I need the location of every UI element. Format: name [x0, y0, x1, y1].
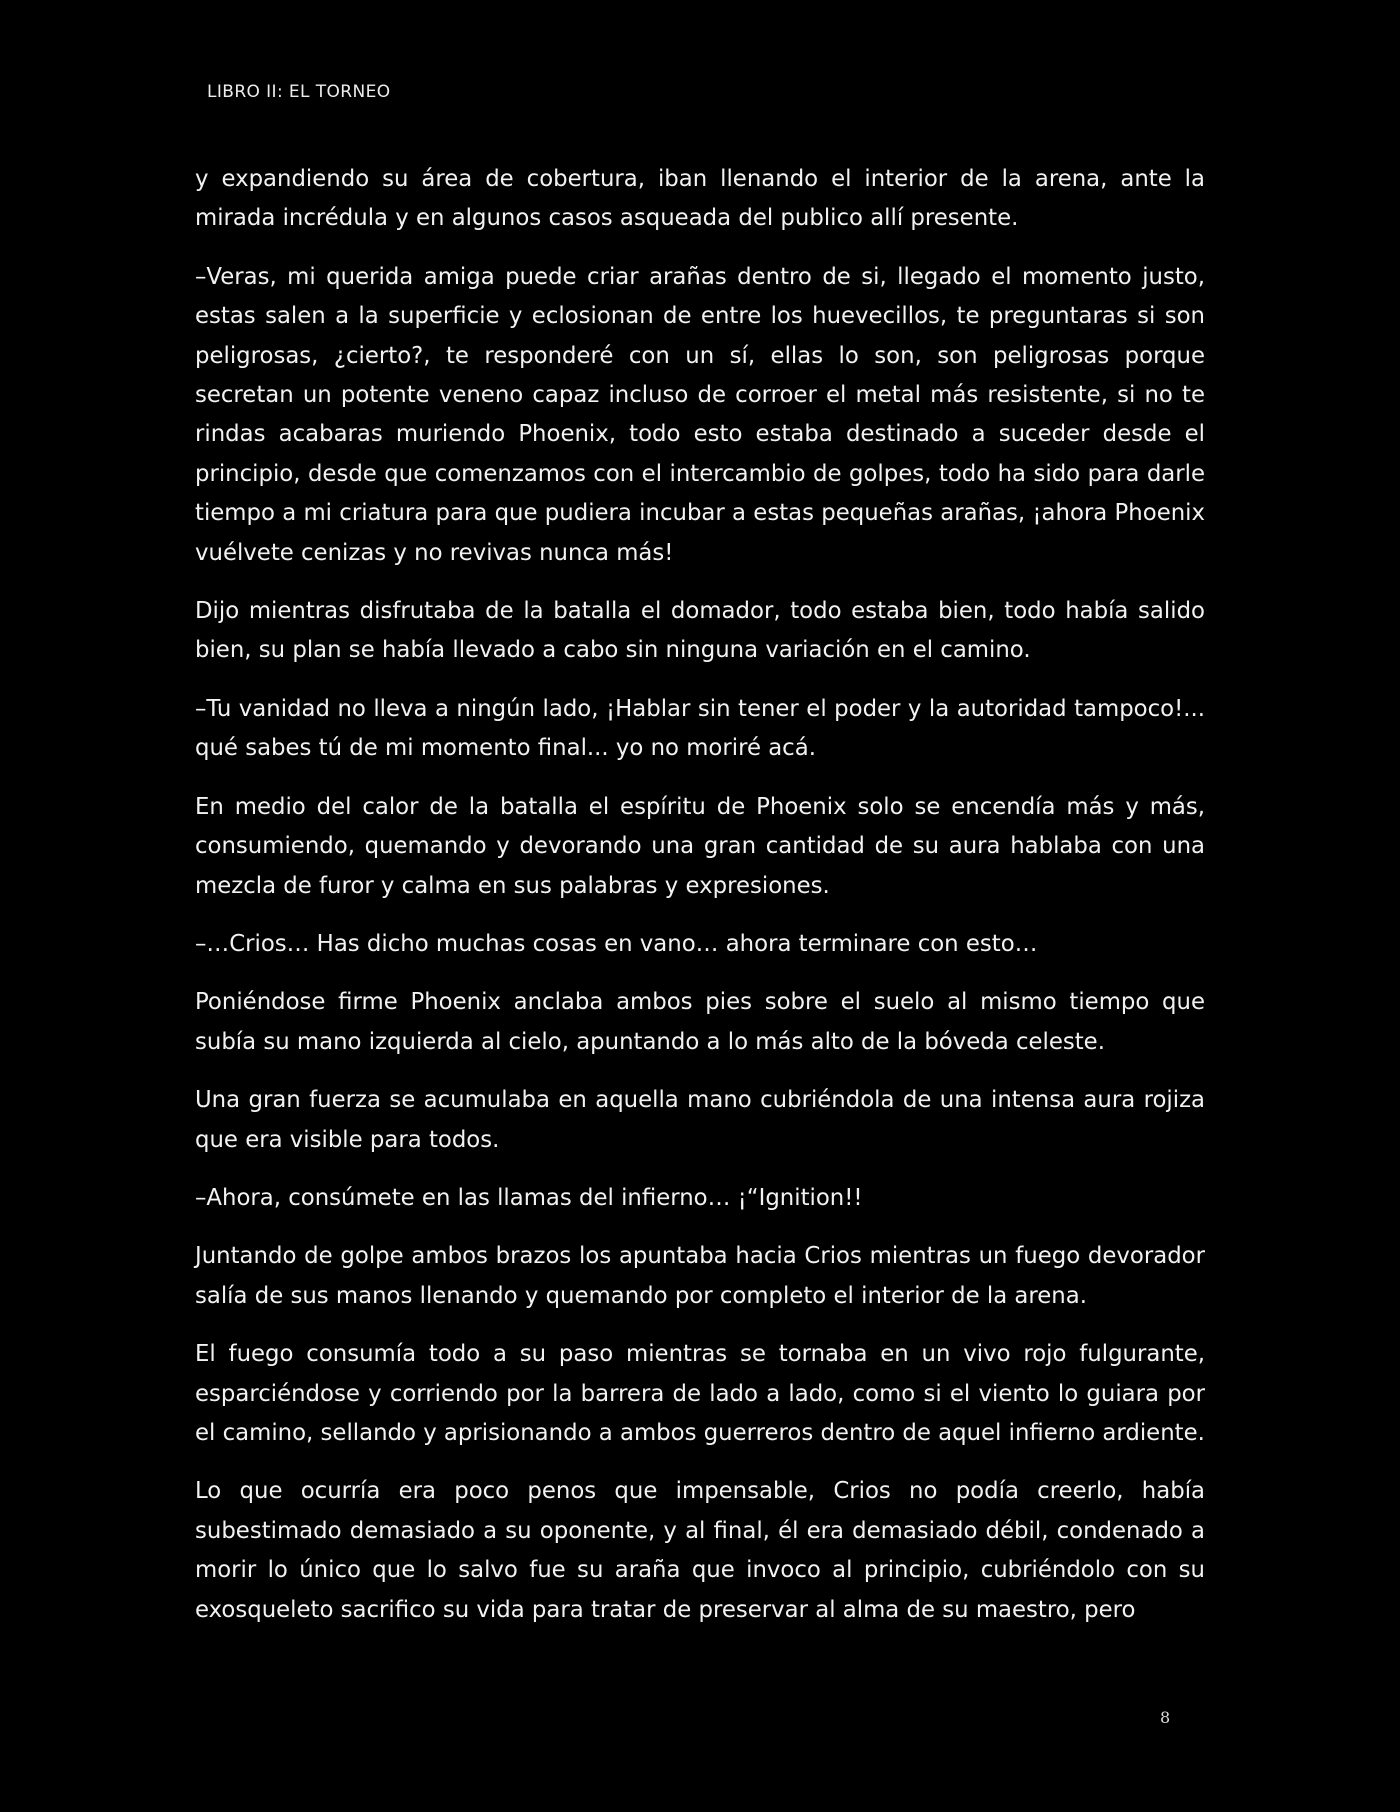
paragraph-8: Una gran fuerza se acumulaba en aquella mano cubriéndola de una intensa aura rojiza que era visible para todos.	[195, 1087, 1205, 1153]
paragraph-6: –…Crios… Has dicho muchas cosas en vano… ahora terminare con esto…	[195, 930, 1038, 957]
paragraph-9: –Ahora, consúmete en las llamas del infierno… ¡“Ignition!!	[195, 1184, 863, 1211]
paragraph-10: Juntando de golpe ambos brazos los apuntaba hacia Crios mientras un fuego devorador salía de sus manos llenando y quemando por completo el interior de la arena.	[195, 1243, 1205, 1309]
page-body	[195, 160, 1205, 1630]
running-header: LIBRO II: EL TORNEO	[207, 82, 391, 102]
paragraph-4: –Tu vanidad no lleva a ningún lado, ¡Hablar sin tener el poder y la autoridad tampoco!... qué sabes tú de mi momento final... yo no moriré acá.	[195, 695, 1205, 762]
paragraph-3: Dijo mientras disfrutaba de la batalla el domador, todo estaba bien, todo había salido bien, su plan se había llevado a cabo sin ninguna variación en el camino.	[195, 598, 1205, 664]
paragraph-1: y expandiendo su área de cobertura, iban llenando el interior de la arena, ante la mirada incrédula y en algunos casos asqueada del publico allí presente.	[195, 166, 1205, 232]
page-number: 8	[1160, 1708, 1171, 1727]
paragraph-11: El fuego consumía todo a su paso mientras se tornaba en un vivo rojo fulgurante, esparciéndose y corriendo por la barrera de lado a lado, como si el viento lo guiara por el camino, sellando y aprisionando a ambos guerreros dentro de aquel infierno ardiente.	[195, 1341, 1205, 1446]
paragraph-5: En medio del calor de la batalla el espíritu de Phoenix solo se encendía más y más, consumiendo, quemando y devorando una gran cantidad de su aura hablaba con una mezcla de furor y calma en sus palabras y expresiones.	[195, 793, 1205, 899]
paragraph-2: –Veras, mi querida amiga puede criar arañas dentro de si, llegado el momento justo, estas salen a la superficie y eclosionan de entre los huevecillos, te preguntaras si son peligrosas, ¿cierto?, te responderé con un sí, ellas lo son, son peligrosas porque secretan un potente veneno capaz incluso de corroer el metal más resistente, si no te rindas acabaras muriendo Phoenix, todo esto estaba destinado a suceder desde el principio, desde que comenzamos con el intercambio de golpes, todo ha sido para darle tiempo a mi criatura para que pudiera incubar a estas pequeñas arañas, ¡ahora Phoenix vuélvete cenizas y no revivas nunca más!	[195, 263, 1205, 566]
paragraph-12: Lo que ocurría era poco penos que impensable, Crios no podía creerlo, había subestimado demasiado a su oponente, y al final, él era demasiado débil, condenado a morir lo único que lo salvo fue su araña que invoco al principio, cubriéndolo con su exosqueleto sacrifico su vida para tratar de preservar al alma de su maestro, pero	[195, 1478, 1205, 1623]
paragraph-7: Poniéndose firme Phoenix anclaba ambos pies sobre el suelo al mismo tiempo que subía su mano izquierda al cielo, apuntando a lo más alto de la bóveda celeste.	[195, 989, 1205, 1055]
